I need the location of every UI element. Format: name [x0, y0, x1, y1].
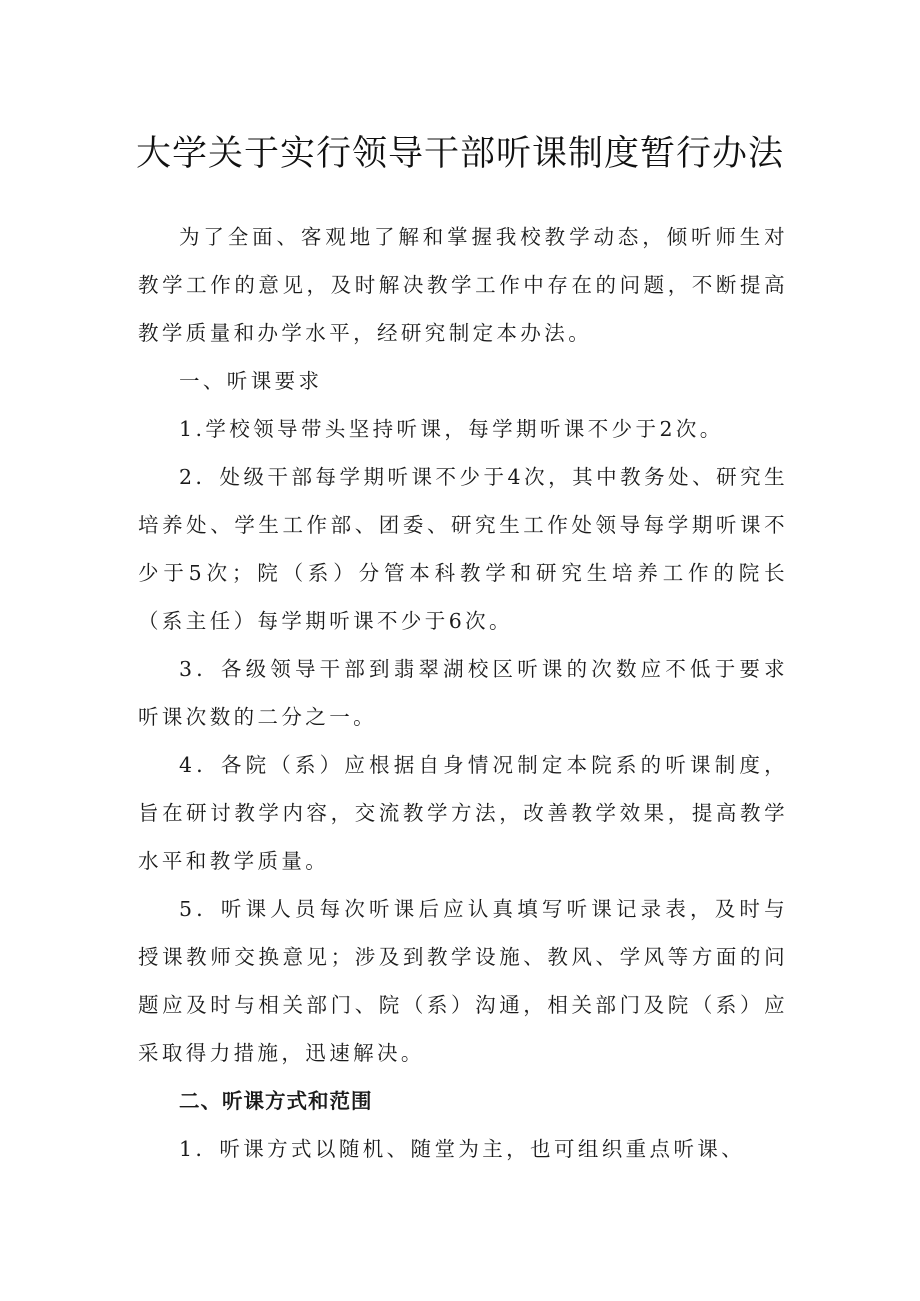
section-1-heading: 一、听课要求: [179, 369, 323, 393]
section-1-item-2: 2．处级干部每学期听课不少于4次，其中教务处、研究生培养处、学生工作部、团委、研究生工作处领导每学期听课不少于5次；院（系）分管本科教学和研究生培养工作的院长（系主任）每学期听课不少于6次。: [138, 465, 788, 633]
section-2-item-1: 1．听课方式以随机、随堂为主，也可组织重点听课、: [179, 1137, 746, 1161]
document-body: [138, 213, 788, 1173]
intro-paragraph: 为了全面、客观地了解和掌握我校教学动态，倾听师生对教学工作的意见，及时解决教学工作中存在的问题，不断提高教学质量和办学水平，经研究制定本办法。: [138, 225, 788, 345]
document-title: 大学关于实行领导干部听课制度暂行办法: [135, 134, 784, 174]
section-1-item-1: 1.学校领导带头坚持听课，每学期听课不少于2次。: [179, 417, 724, 441]
section-1-item-5: 5．听课人员每次听课后应认真填写听课记录表，及时与授课教师交换意见；涉及到教学设施、教风、学风等方面的问题应及时与相关部门、院（系）沟通，相关部门及院（系）应采取得力措施，迅速解决。: [138, 897, 788, 1065]
section-1-item-3: 3．各级领导干部到翡翠湖校区听课的次数应不低于要求听课次数的二分之一。: [138, 657, 788, 729]
section-2-heading: 二、听课方式和范围: [179, 1089, 373, 1113]
section-1-item-4: 4．各院（系）应根据自身情况制定本院系的听课制度，旨在研讨教学内容，交流教学方法，改善教学效果，提高教学水平和教学质量。: [138, 753, 788, 873]
